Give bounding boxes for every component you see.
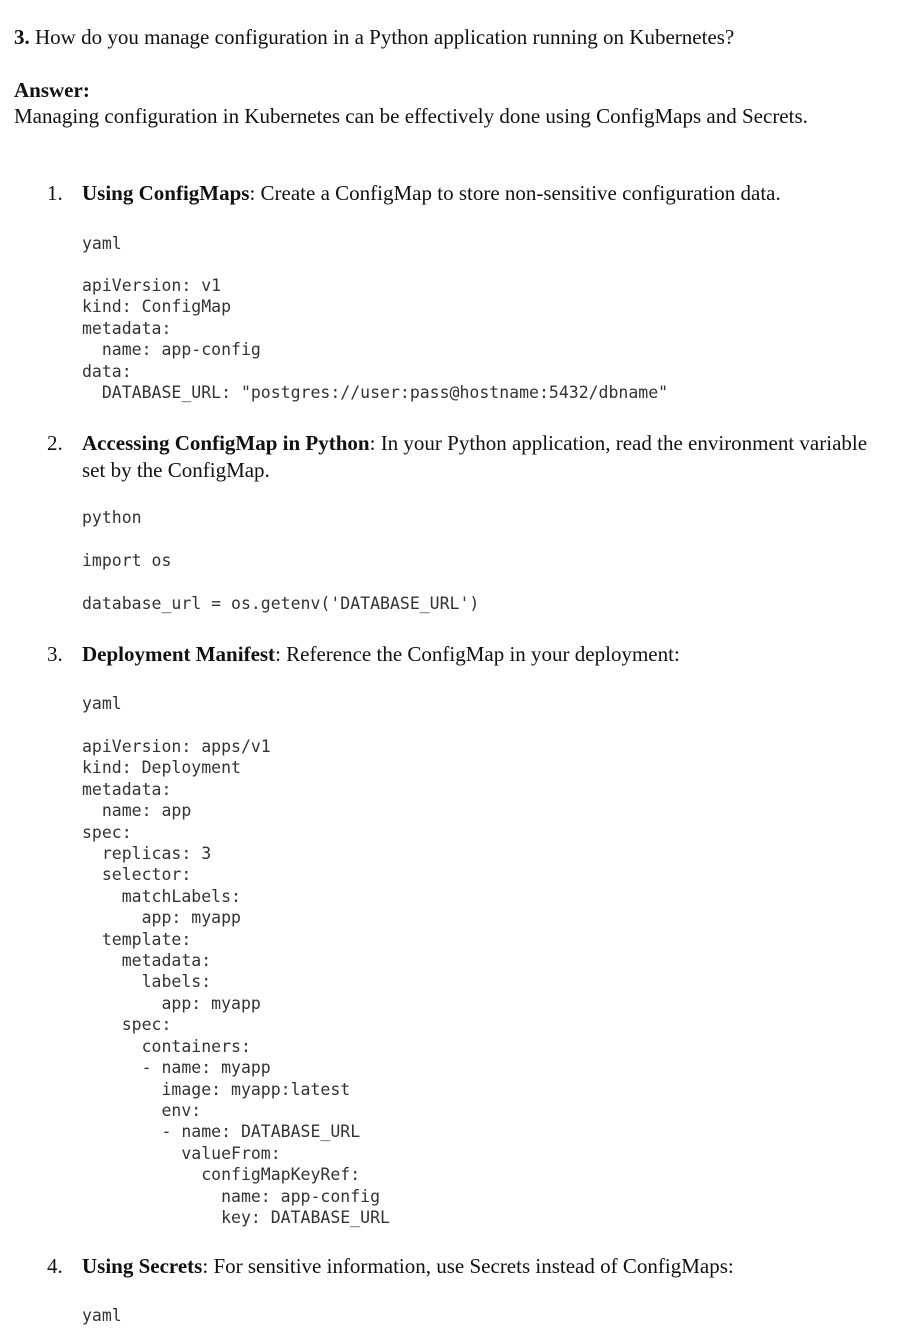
code-block: import os database_url = os.getenv('DATABASE_URL') [82, 551, 480, 613]
step-title: Accessing ConfigMap in Python [82, 431, 370, 455]
step-text [82, 1253, 882, 1280]
step-title: Using Secrets [82, 1254, 203, 1278]
question-number: 3. [14, 25, 30, 49]
step-number: 1. [47, 181, 63, 205]
step-description: : For sensitive information, use Secrets instead of ConfigMaps: [202, 1254, 734, 1278]
question-heading [14, 24, 734, 51]
step-description: : In your Python application, read the environment variable set by the ConfigMap. [82, 431, 868, 482]
step-description: : Reference the ConfigMap in your deployment: [275, 642, 680, 666]
step-text [82, 180, 882, 207]
step-number: 3. [47, 642, 63, 666]
question-text: How do you manage configuration in a Python application running on Kubernetes? [35, 25, 735, 49]
code-block: apiVersion: apps/v1 kind: Deployment metadata: name: app spec: replicas: 3 selector: matchLabels: app: myapp template: metadata: labels: app: myapp spec: containers: - name: myapp image: myapp:latest env: - name: DATABASE_URL valueFrom: configMapKeyRef: name: app-config key: DATABASE_URL [82, 737, 390, 1227]
answer-intro: Managing configuration in Kubernetes can be effectively done using ConfigMaps and Secrets. [14, 104, 808, 128]
step-number: 4. [47, 1254, 63, 1278]
code-language-label: yaml [82, 1306, 122, 1325]
step-text [82, 641, 882, 668]
code-language-label: yaml [82, 694, 122, 713]
code-language-label: python [82, 508, 142, 527]
step-number: 2. [47, 431, 63, 455]
step-title: Using ConfigMaps [82, 181, 250, 205]
step-title: Deployment Manifest [82, 642, 276, 666]
step-text [82, 430, 882, 484]
code-block: apiVersion: v1 kind: ConfigMap metadata: name: app-config data: DATABASE_URL: "postgres://user:pass@hostname:5432/dbname" [82, 276, 669, 403]
code-language-label: yaml [82, 234, 122, 253]
step-description: : Create a ConfigMap to store non-sensitive configuration data. [249, 181, 781, 205]
answer-label: Answer: [14, 78, 90, 102]
